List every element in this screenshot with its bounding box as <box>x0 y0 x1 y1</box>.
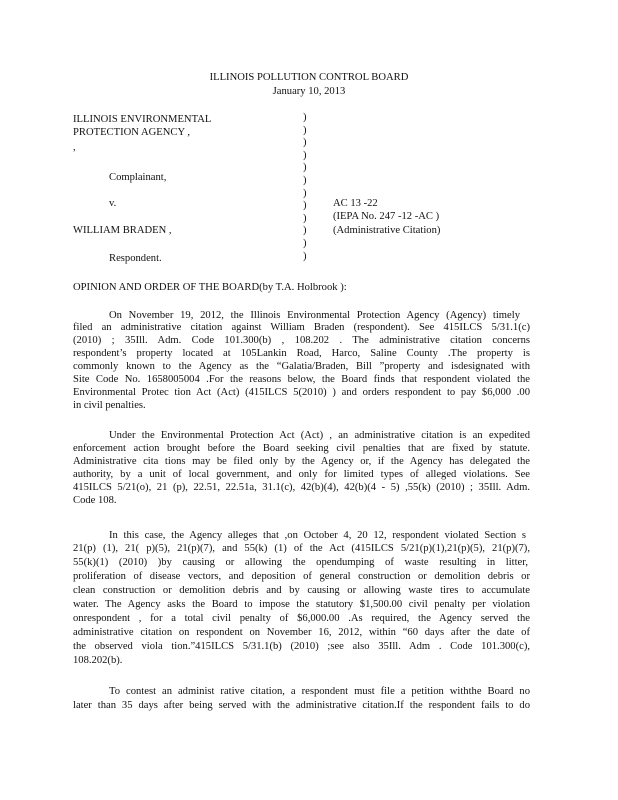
opinion-heading: OPINION AND ORDER OF THE BOARD(by T.A. Holbrook ): <box>73 282 347 293</box>
paragraph-line: proliferation of disease vectors, and deposition of general construction or demolition debris or <box>73 571 530 582</box>
paragraph-line: clean construction or demolition debris and by causing or allowing waste tires to accumulate <box>73 585 530 596</box>
respondent-name: WILLIAM BRADEN , <box>73 225 172 236</box>
paragraph-line: (2010) ; 35Ill. Adm. Code 101.300(b) , 108.202 . The administrative citation concerns <box>73 335 530 346</box>
complainant-label: Complainant, <box>109 172 167 183</box>
complainant-name-line1: ILLINOIS ENVIRONMENTAL <box>73 114 212 125</box>
paragraph-line: Site Code No. 1658005004 .For the reasons below, the Board finds that respondent violated the <box>73 374 530 385</box>
paragraph-line: 21(p) (1), 21( p)(5), 21(p)(7), and 55(k) (1) of the Act (415ILCS 5/21(p)(1),21(p)(5), 21(p)(7), <box>73 543 530 554</box>
paragraph-line: the observed viola tion.”415ILCS 5/31.1(b) (2010) ;see also 35Ill. Adm . Code 101.300(c), <box>73 641 530 652</box>
paragraph-line: enforcement action brought before the Board seeking civil penalties that are fixed by statute. <box>73 443 530 454</box>
caption-bracket: ) ) ) ) ) ) ) ) ) ) ) ) <box>303 112 307 262</box>
case-type: (Administrative Citation) <box>333 225 441 236</box>
paragraph-line: respondent’s property located at 105Lankin Road, Harco, Saline County .The property is <box>73 348 530 359</box>
respondent-label: Respondent. <box>109 253 162 264</box>
paragraph-line: onrespondent , for a total civil penalty of $6,000.00 .As required, the Agency served the <box>73 613 530 624</box>
paragraph-line: water. The Agency asks the Board to impose the statutory $1,500.00 civil penalty per violation <box>73 599 530 610</box>
paragraph-line: Code 108. <box>73 495 117 506</box>
paragraph-line: commonly known to the Agency as the “Galatia/Braden, Bill ”property and isdesignated with <box>73 361 530 372</box>
versus-label: v. <box>109 198 117 209</box>
paragraph-line: in civil penalties. <box>73 400 146 411</box>
paragraph-line: Under the Environmental Protection Act (Act) , an administrative citation is an expedited <box>109 430 530 441</box>
complainant-name-line2: PROTECTION AGENCY , <box>73 127 191 138</box>
paragraph-line: later than 35 days after being served with the administrative citation.If the respondent fails to do <box>73 700 530 711</box>
paragraph-line: 415ILCS 5/21(o), 21 (p), 22.51, 22.51a, 31.1(c), 42(b)(4), 42(b)(4 - 5) ,55(k) (2010) ; 35Ill. Adm. <box>73 482 530 493</box>
paragraph-line: Environmental Protec tion Act (Act) (415ILCS 5(2010) ) and orders respondent to pay $6,000 .00 <box>73 387 530 398</box>
paragraph-line: filed an administrative citation against William Braden (respondent). See 415ILCS 5/31.1(c) <box>73 322 530 333</box>
paragraph-line: 108.202(b). <box>73 655 123 666</box>
paragraph-line: authority, by a unit of local government, and only for limited types of alleged violations. See <box>73 469 530 480</box>
paragraph-line: To contest an administ rative citation, a respondent must file a petition withthe Board no <box>109 686 530 697</box>
board-title: ILLINOIS POLLUTION CONTROL BOARD <box>209 72 409 83</box>
paragraph-line: Administrative cita tions may be filed only by the Agency or, if the Agency has delegated the <box>73 456 530 467</box>
paragraph-line: administrative citation on respondent on November 16, 2012, within “60 days after the date of <box>73 627 530 638</box>
complainant-name-line3: , <box>73 142 76 153</box>
case-number: AC 13 -22 <box>333 198 378 209</box>
paragraph-line: 55(k)(1) (2010) )by causing or allowing the opendumping of waste resulting in litter, <box>73 557 528 568</box>
paragraph-line: On November 19, 2012, the Illinois Environmental Protection Agency (Agency) timely <box>109 310 520 321</box>
iepa-number: (IEPA No. 247 -12 -AC ) <box>333 211 440 222</box>
decision-date: January 10, 2013 <box>272 86 346 97</box>
paragraph-line: In this case, the Agency alleges that ,on October 4, 20 12, respondent violated Section s <box>109 530 526 541</box>
